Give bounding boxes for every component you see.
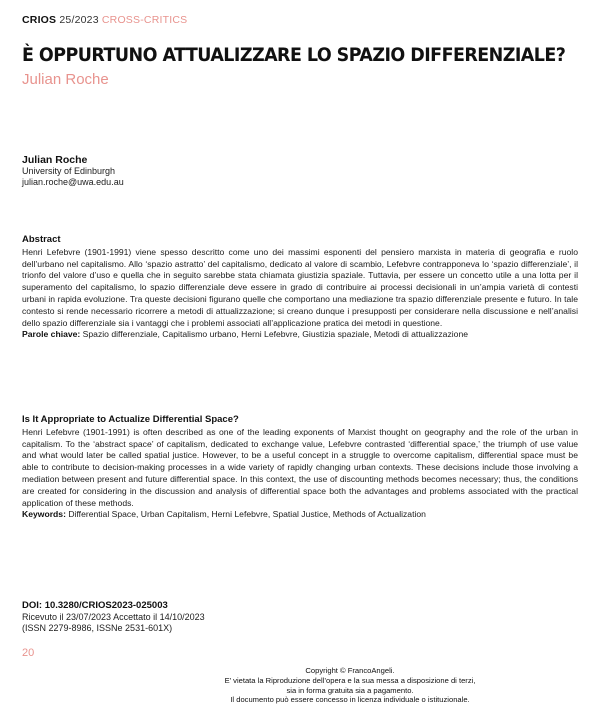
journal-name: CRIOS [22,14,57,26]
page-number: 20 [22,647,35,659]
abstract-english [22,414,578,521]
issn: (ISSN 2279-8986, ISSNe 2531-601X) [22,623,173,633]
copyright-line: sia in forma gratuita sia a pagamento. [286,685,414,695]
received-accepted-dates: Ricevuto il 23/07/2023 Accettato il 14/10/2023 [22,611,205,622]
abstract-heading: Abstract [22,234,61,245]
copyright-line: Il documento può essere concesso in licenza individuale o istituzionale. [230,695,470,705]
english-title: Is It Appropriate to Actualize Differential Space? [22,414,239,425]
copyright-line: E’ vietata la Riproduzione dell’opera e la sua messa a disposizione di terzi, [224,675,476,685]
section-name: CROSS-CRITICS [101,14,188,26]
running-header [22,14,187,26]
author-name: Julian Roche [22,154,88,166]
article-byline: Julian Roche [22,71,109,88]
keywords-label: Parole chiave: [22,329,81,340]
keywords-list-en: Differential Space, Urban Capitalism, Herni Lefebvre, Spatial Justice, Methods of Actualization [68,509,426,520]
copyright-notice [150,666,550,705]
doi: DOI: 10.3280/CRIOS2023-025003 [22,600,168,611]
keywords-list: Spazio differenziale, Capitalismo urbano, Herni Lefebvre, Giustizia spaziale, Metodi di attualizzazione [82,329,469,340]
keywords-label-en: Keywords: [22,509,66,520]
journal-issue: 25/2023 [59,14,99,26]
keywords-english [22,509,578,521]
copyright-line: Copyright © FrancoAngeli. [305,666,395,675]
article-title: È OPPURTUNO ATTUALIZZARE LO SPAZIO DIFFERENZIALE? [22,44,566,66]
author-email: julian.roche@uwa.edu.au [22,177,124,187]
abstract-body: Henri Lefebvre (1901-1991) viene spesso descritto come uno dei massimi esponenti del pensiero marxista in materia di geografia e ruolo dell’urbano nel capitalismo. Allo ‘spazio astratto’ del capitalismo, dedicato al valore di scambio, Lefebvre contrapponeva lo ‘spazio differenziale’, il trionfo del valore d’uso e quella che in seguito sarebbe stata chiamata giustizia spaziale. Tuttavia, per essere un concetto utile a una lotta per il superamento del capitalismo, lo spazio differenziale deve essere in grado di contribuire ai processi decisionali in un’ampia varietà di contesti urbani in rapida evoluzione. Tra queste decisioni figurano quelle che comportano una mediazione tra spazio differenziale presente e futuro. In tale contesto si rende necessario ricorrere a metodi di attualizzazione; si creano dunque i presupposti per considerare nella discussione e nell’analisi dello spazio differenziale sia i vantaggi che i problemi associati all’applicazione pratica dei metodi in questione. [22,246,578,328]
english-body: Henri Lefebvre (1901-1991) is often described as one of the leading exponents of Marxist thought on geography and the role of the urban in capitalism. To the ‘abstract space’ of capitalism, dedicated to exchange value, Lefebvre contrasted ‘differential space,’ the triumph of use value and what would later be called spatial justice. However, to be a useful concept in a struggle to overcome capitalism, differential space must be able to contribute to decision-making processes in a wide variety of rapidly changing urban contexts. These decisions include those involving a mediation between present and future differential space. In this context, the use of discounting methods becomes necessary; thus, the conditions are created for considering in the discussion and analysis of differential space both the advantages and problems associated with the practical application of these methods. [22,426,578,508]
abstract-italian [22,234,578,341]
author-affiliation: University of Edinburgh [22,166,116,176]
keywords-italian [22,329,578,341]
author-block [22,154,124,188]
publication-info [22,600,205,635]
